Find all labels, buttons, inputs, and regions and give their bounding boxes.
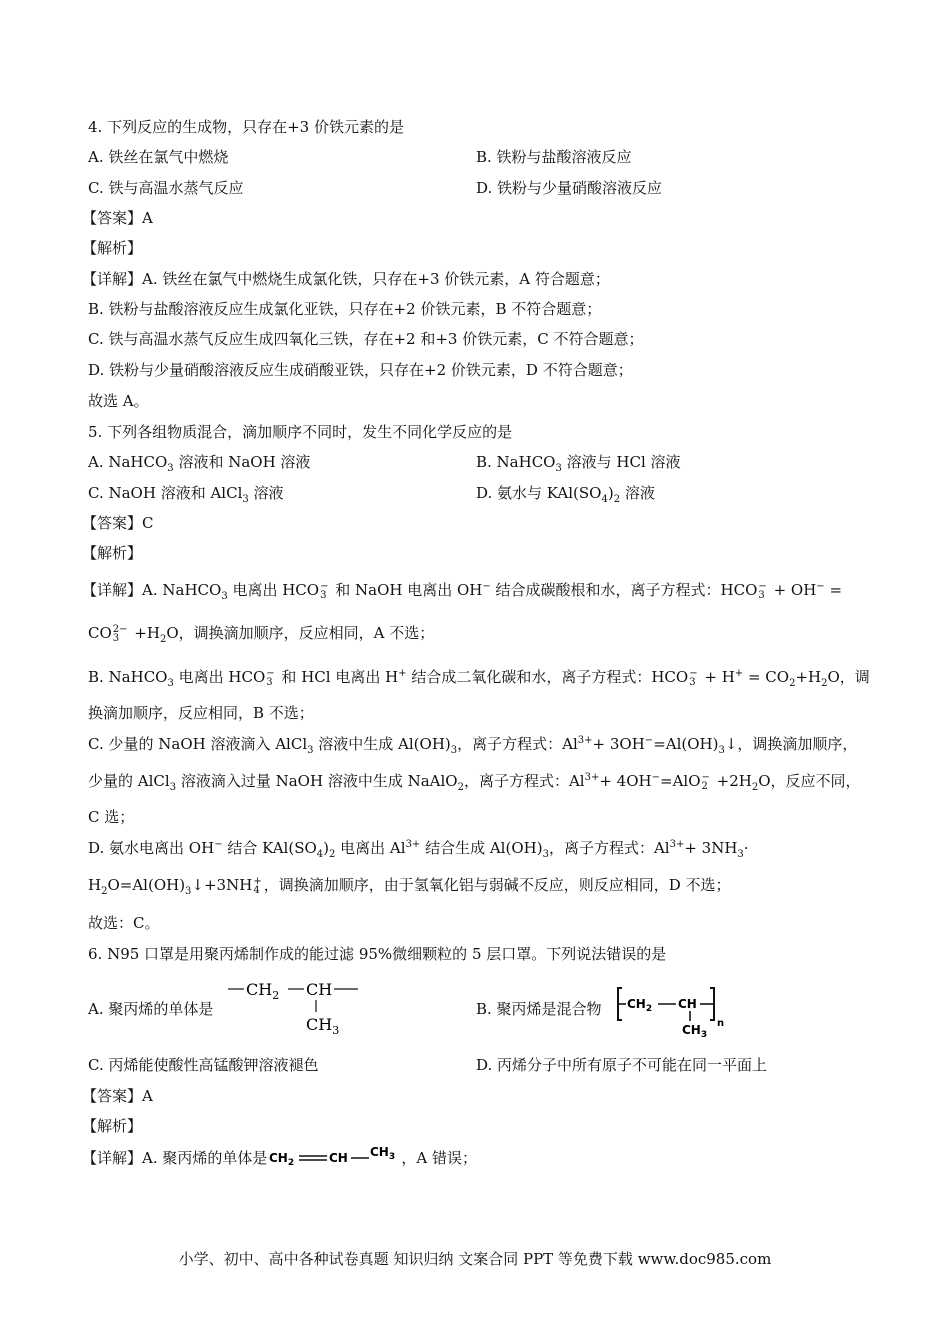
text: + 4OH: [599, 772, 652, 790]
text: O，调换滴加顺序，反应相同，A 不选；: [166, 624, 435, 642]
sub: 4: [601, 494, 608, 505]
detail-tag: 【详解】: [82, 270, 143, 288]
text: ): [323, 839, 330, 857]
q4-detail-b: B. 铁粉与盐酸溶液反应生成氯化亚铁，只存在+2 价铁元素，B 不符合题意；: [88, 300, 602, 318]
sup: +: [253, 876, 262, 887]
q6-option-d: D. 丙烯分子中所有原子不可能在同一平面上: [476, 1056, 768, 1074]
text: 溶液: [620, 484, 655, 502]
sub: 3: [167, 678, 174, 689]
sub: 3: [718, 745, 725, 756]
text: + 3OH: [592, 735, 645, 753]
q4-option-a: A. 铁丝在氯气中燃烧: [88, 148, 229, 166]
q4-detail-d: D. 铁粉与少量硝酸溶液反应生成硝酸亚铁，只存在+2 价铁元素，D 不符合题意；: [88, 361, 633, 379]
text: B. NaHCO: [88, 668, 168, 686]
ion-script: [758, 582, 766, 600]
text: H: [88, 876, 102, 894]
q6-detail-a: [82, 1147, 477, 1168]
sub: 3: [450, 745, 458, 756]
q6-struct-a-diagram: [226, 978, 362, 1038]
struct-label-ch3: $CH_3$: [370, 1147, 396, 1162]
sub: 2: [329, 849, 336, 860]
struct-label-ch3: $CH_3$: [306, 1015, 340, 1037]
text: O=Al(OH): [107, 876, 186, 894]
q6-struct-b-diagram: [614, 984, 730, 1040]
answer-tag: 【答案】: [82, 514, 143, 532]
q5-detail-c-line2: [88, 771, 861, 791]
text: 结合成碳酸根和水，离子方程式：HCO: [490, 581, 758, 599]
text: 电离出 Al: [335, 839, 406, 857]
struct-label-ch: CH: [678, 997, 697, 1011]
sup: −: [758, 581, 767, 592]
q5-option-c: [88, 483, 284, 503]
sub: 4: [253, 885, 260, 896]
sub: 3: [555, 463, 562, 474]
q5-detail-a-line2: [88, 623, 434, 643]
text: = CO: [743, 668, 790, 686]
sup: −: [214, 839, 223, 850]
text: 结合成二氧化碳和水，离子方程式：HCO: [406, 668, 689, 686]
text: 溶液与 HCl 溶液: [561, 453, 681, 471]
text: ，离子方程式：Al: [457, 735, 578, 753]
answer-tag: 【答案】: [82, 1087, 143, 1105]
sub: 3: [307, 745, 314, 756]
text: +H: [795, 668, 822, 686]
text: B. NaHCO: [476, 453, 556, 471]
struct-label-ch2: $CH_2$: [246, 980, 280, 1002]
text: A. 聚丙烯的单体是: [142, 1149, 268, 1167]
ion-script: [320, 582, 328, 600]
q4-detail-c: C. 铁与高温水蒸气反应生成四氧化三铁，存在+2 和+3 价铁元素，C 不符合题意；: [88, 330, 644, 348]
sub: 2: [701, 781, 708, 792]
sup: +: [734, 668, 744, 679]
q6-analysis-tag: 【解析】: [82, 1117, 143, 1135]
sub: 2: [457, 782, 464, 793]
struct-label-ch: CH: [306, 980, 333, 999]
text: ): [607, 484, 614, 502]
answer-value: A: [142, 209, 153, 227]
text: 溶液和 NaOH 溶液: [173, 453, 311, 471]
ion-script: [702, 773, 710, 791]
sup: +: [398, 668, 407, 679]
sup: −: [816, 581, 825, 592]
text: =AlO: [660, 772, 701, 790]
q5-detail-c-line3: C 选；: [88, 808, 135, 826]
q5-option-d: [476, 483, 655, 503]
ion-script: [689, 669, 697, 687]
sub: 2: [613, 494, 621, 505]
struct-label-ch3: $CH_3$: [682, 1023, 708, 1040]
text: =: [824, 581, 843, 599]
text: 电离出 HCO: [227, 581, 320, 599]
sub: 2: [159, 634, 167, 645]
text: ，离子方程式：Al: [548, 839, 670, 857]
answer-value: A: [142, 1087, 153, 1105]
detail-text: A. 铁丝在氯气中燃烧生成氯化铁，只存在+3 价铁元素，A 符合题意；: [142, 270, 610, 288]
q4-option-d: D. 铁粉与少量硝酸溶液反应: [476, 179, 663, 197]
q5-stem: 5. 下列各组物质混合，滴加顺序不同时，发生不同化学反应的是: [88, 423, 513, 441]
text: 溶液: [248, 484, 284, 502]
page-footer: 小学、初中、高中各种试卷真题 知识归纳 文案合同 PPT 等免费下载 www.doc985.com: [178, 1250, 772, 1268]
detail-tag: 【详解】: [82, 1149, 143, 1167]
text: 和 NaOH 电离出 OH: [330, 581, 483, 599]
text: D. 氨水电离出 OH: [88, 839, 215, 857]
sub: 2: [821, 678, 828, 689]
sup: −: [482, 581, 491, 592]
text: ↓，调换滴加顺序，: [724, 735, 858, 753]
sup: 3+: [669, 839, 685, 850]
sup: −: [701, 772, 710, 783]
sup: −: [266, 668, 275, 679]
ion-script: [113, 625, 128, 643]
q5-detail-a-line1: [82, 580, 842, 600]
sub: 3: [542, 849, 549, 860]
q4-detail-a: [82, 269, 610, 289]
text: + OH: [768, 581, 817, 599]
detail-tag: 【详解】: [82, 581, 143, 599]
sub: 3: [167, 463, 174, 474]
q5-detail-d-line2: [88, 875, 731, 895]
sub: 2: [789, 678, 796, 689]
sub: 3: [689, 677, 696, 688]
text: A. NaHCO: [142, 581, 222, 599]
text: ，调换滴加顺序，由于氢氧化铝与弱碱不反应，则反应相同，D 不选；: [263, 876, 731, 894]
sup: −: [689, 668, 698, 679]
text: O，反应不同，: [758, 772, 861, 790]
q6-option-a: A. 聚丙烯的单体是: [88, 1000, 214, 1018]
text: =Al(OH): [653, 735, 719, 753]
text: 溶液中生成 Al(OH): [313, 735, 451, 753]
struct-label-ch2: $CH_2$: [269, 1151, 295, 1167]
text: 和 HCl 电离出 H: [276, 668, 399, 686]
text: ·: [743, 839, 749, 857]
text: ，离子方程式：Al: [463, 772, 585, 790]
q4-analysis-tag: 【解析】: [82, 239, 143, 257]
answer-value: C: [142, 514, 154, 532]
struct-label-ch2: $CH_2$: [627, 997, 653, 1014]
sub: 3: [185, 886, 192, 897]
q5-detail-b-line1: [88, 667, 870, 687]
sub: 3: [266, 677, 273, 688]
sup: 3+: [577, 735, 593, 746]
sup: 3+: [405, 839, 421, 850]
text: C. NaOH 溶液和 AlCl: [88, 484, 243, 502]
q4-stem: 4. 下列反应的生成物，只存在+3 价铁元素的是: [88, 118, 404, 136]
sub: 3: [758, 590, 765, 601]
ion-script: [253, 877, 261, 895]
q5-answer: [82, 513, 154, 533]
q6-struct-monomer-diagram: [267, 1147, 401, 1167]
sub: 2: [101, 886, 108, 897]
q5-option-b: [476, 452, 681, 472]
text: A. NaHCO: [88, 453, 168, 471]
text: + H: [699, 668, 735, 686]
q5-detail-c-line1: [88, 734, 857, 754]
sup: −: [644, 735, 654, 746]
text: ，A 错误；: [401, 1149, 477, 1167]
text: 结合 KAl(SO: [222, 839, 317, 857]
text: 结合生成 Al(OH): [420, 839, 543, 857]
q6-option-c: C. 丙烯能使酸性高锰酸钾溶液褪色: [88, 1056, 319, 1074]
q4-option-b: B. 铁粉与盐酸溶液反应: [476, 148, 632, 166]
struct-label-n: n: [717, 1018, 725, 1029]
q5-detail-b-line2: 换滴加顺序，反应相同，B 不选；: [88, 704, 314, 722]
sup: −: [651, 772, 660, 783]
text: D. 氨水与 KAl(SO: [476, 484, 602, 502]
q4-conclusion: 故选 A。: [88, 392, 149, 410]
answer-tag: 【答案】: [82, 209, 143, 227]
sup: 3+: [584, 772, 600, 783]
q6-stem: 6. N95 口罩是用聚丙烯制作成的能过滤 95%微细颗粒的 5 层口罩。下列说法错误的是: [88, 945, 667, 963]
q6-answer: [82, 1086, 153, 1106]
sub: 3: [221, 591, 228, 602]
q5-analysis-tag: 【解析】: [82, 544, 143, 562]
sub: 3: [320, 590, 327, 601]
sup: 2−: [112, 624, 128, 635]
q4-answer: [82, 208, 153, 228]
text: +H: [129, 624, 160, 642]
text: +2H: [711, 772, 752, 790]
sub: 3: [737, 849, 744, 860]
sup: −: [320, 581, 329, 592]
text: C. 少量的 NaOH 溶液滴入 AlCl: [88, 735, 308, 753]
q5-detail-d-line1: [88, 838, 749, 858]
ion-script: [266, 669, 274, 687]
text: CO: [88, 624, 112, 642]
struct-label-ch: CH: [329, 1151, 349, 1165]
q5-option-a: [88, 452, 310, 472]
text: + 3NH: [684, 839, 738, 857]
sub: 3: [112, 633, 120, 644]
sub: 3: [169, 782, 177, 793]
sub: 2: [751, 782, 759, 793]
sub: 4: [316, 849, 324, 860]
q6-option-b: B. 聚丙烯是混合物: [476, 1000, 602, 1018]
text: O，调: [827, 668, 870, 686]
q5-conclusion: 故选：C。: [88, 914, 160, 932]
sub: 3: [242, 494, 249, 505]
text: 电离出 HCO: [173, 668, 266, 686]
q4-option-c: C. 铁与高温水蒸气反应: [88, 179, 244, 197]
text: 溶液滴入过量 NaOH 溶液中生成 NaAlO: [176, 772, 458, 790]
text: 少量的 AlCl: [88, 772, 170, 790]
text: ↓+3NH: [191, 876, 253, 894]
